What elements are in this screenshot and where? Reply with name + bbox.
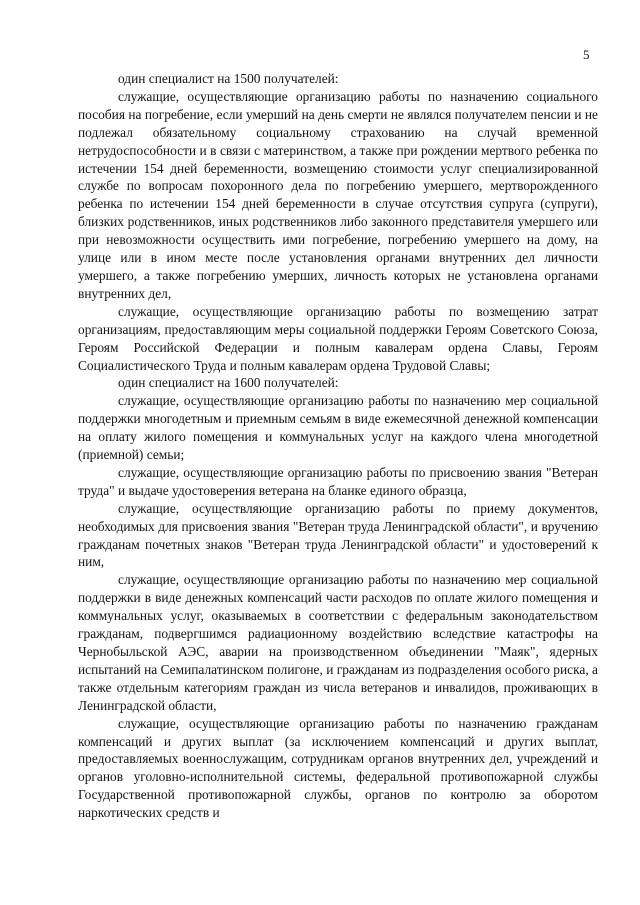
paragraph-regional-labor-veteran: служащие, осуществляющие организацию работы по приему документов, необходимых для присвоения звания "Ветеран труда Ленинградской области", и вручению гражданам почетных знаков "Ветеран труда Ленинградской области" и удостоверений к ним, xyxy=(78,500,598,570)
paragraph-heroes-compensation: служащие, осуществляющие организацию работы по возмещению затрат организациям, предоставляющим меры социальной поддержки Героям Советского Союза, Героям Российской Федерации и полным кавалерам ордена Славы, Героям Социалистического Труда и полным кавалерам ордена Трудовой Славы; xyxy=(78,303,598,373)
paragraph-1600-recipients: один специалист на 1600 получателей: xyxy=(118,375,339,391)
document-body xyxy=(78,70,598,822)
paragraph-labor-veteran: служащие, осуществляющие организацию работы по присвоению звания "Ветеран труда" и выдаче удостоверения ветерана на бланке единого образца, xyxy=(78,464,598,498)
paragraph-large-families: служащие, осуществляющие организацию работы по назначению мер социальной поддержки многодетным и приемным семьям в виде ежемесячной денежной компенсации на оплату жилого помещения и коммунальных услуг на каждого члена многодетной (приемной) семьи; xyxy=(78,393,598,463)
page-number: 5 xyxy=(583,47,590,62)
paragraph-1500-recipients: один специалист на 1500 получателей: xyxy=(118,71,339,86)
paragraph-compensations: служащие, осуществляющие организацию работы по назначению гражданам компенсаций и других выплат (за исключением компенсаций и других выплат, предоставляемых военнослужащим, сотрудникам органов внутренних дел, учреждений и органов уголовно-исполнительной системы, федеральной противопожарной службы Государственной противопожарной службы, органов по контролю за оборотом наркотических средств и xyxy=(78,715,598,821)
paragraph-radiation-victims: служащие, осуществляющие организацию работы по назначению мер социальной поддержки в виде денежных компенсаций части расходов по оплате жилого помещения и коммунальных услуг, оказываемых в соответствии с федеральным законодательством гражданам, подвергшимся радиационному воздействию вследствие катастрофы на Чернобыльской АЭС, аварии на производственном объединении "Маяк", ядерных испытаний на Семипалатинском полигоне, и гражданам из подразделения особого риска, а также отдельным категориям граждан из числа ветеранов и инвалидов, проживающих в Ленинградской области, xyxy=(78,572,598,713)
paragraph-burial-allowance: служащие, осуществляющие организацию работы по назначению социального пособия на погребение, если умерший на день смерти не являлся получателем пенсии и не подлежал обязательному социальному страхованию на случай временной нетрудоспособности и в связи с материнством, а также при рождении мертвого ребенка по истечении 154 дней беременности, возмещению стоимости услуг специализированной службе по вопросам похоронного дела по погребению умершего, мертворожденного ребенка по истечении 154 дней беременности в случае отсутствия супруга (супруги), близких родственников, иных родственников либо законного представителя умершего или при невозможности осуществить ими погребение, погребению умершего на дому, на улице или в ином месте после установления органами внутренних дел личности умершего, а также погребению умерших, личность которых не установлена органами внутренних дел, xyxy=(78,88,598,301)
